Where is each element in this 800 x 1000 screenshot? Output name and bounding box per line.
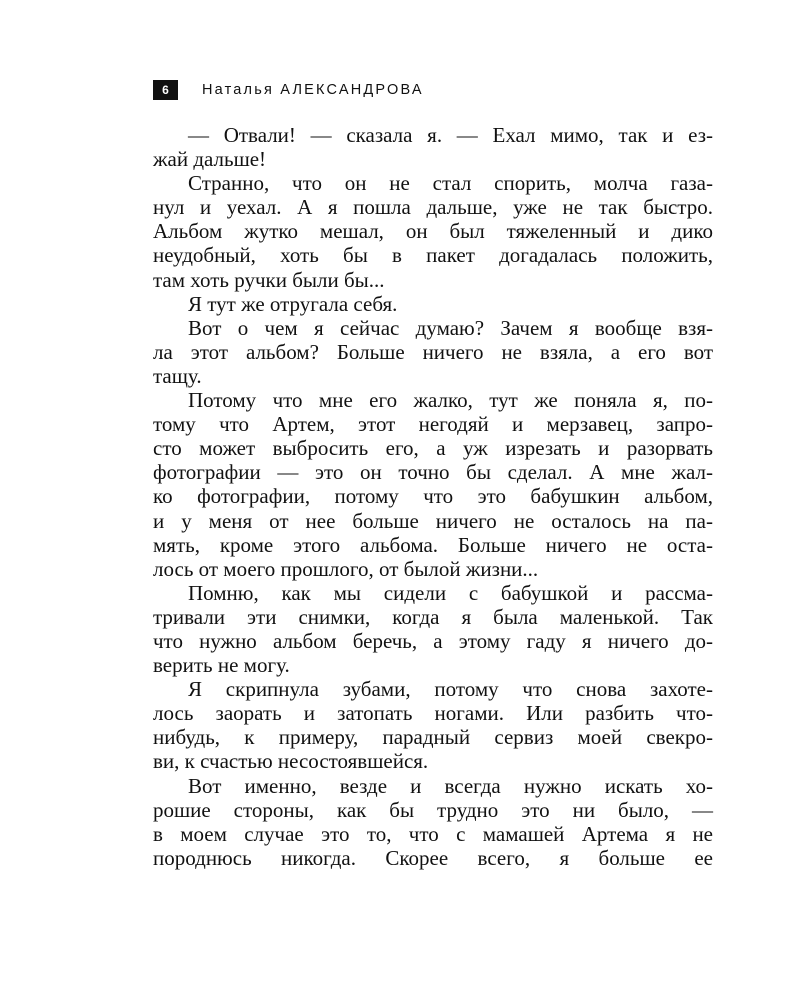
text-line: нул и уехал. А я пошла дальше, уже не так быстро. [153, 195, 713, 220]
text-line: тому что Артем, этот негодяй и мерзавец, запро- [153, 412, 713, 437]
text-line: Помню, как мы сидели с бабушкой и рассма- [188, 580, 713, 605]
text-line: Вот именно, везде и всегда нужно искать хо- [188, 773, 713, 798]
text-line: мять, кроме этого альбома. Больше ничего не оста- [153, 532, 713, 557]
text-line: рошие стороны, как бы трудно это ни было, — [153, 797, 713, 822]
text-line: Потому что мне его жалко, тут же поняла я, по- [188, 388, 713, 413]
text-line: и у меня от нее больше ничего не осталось на па- [153, 508, 713, 533]
page-number: 6 [153, 80, 178, 100]
text-line: там хоть ручки были бы... [153, 267, 385, 292]
text-line: сто может выбросить его, а уж изрезать и разорвать [153, 436, 713, 461]
text-line: жай дальше! [153, 147, 267, 172]
text-line: ко фотографии, потому что это бабушкин альбом, [153, 484, 713, 509]
text-line: фотографии — это он точно бы сделал. А мне жал- [153, 460, 713, 485]
text-line: тривали эти снимки, когда я была маленькой. Так [153, 604, 713, 629]
text-line: — Отвали! — сказала я. — Ехал мимо, так и ез- [188, 123, 713, 147]
text-line: нибудь, к примеру, парадный сервиз моей свекро- [153, 725, 713, 750]
text-line: ви, к счастью несостоявшейся. [153, 749, 429, 774]
text-line: породнюсь никогда. Скорее всего, я больше ее [153, 845, 713, 870]
text-line: лось от моего прошлого, от былой жизни... [153, 556, 539, 581]
text-line: в моем случае это то, что с мамашей Артема я не [153, 821, 713, 846]
text-line: Вот о чем я сейчас думаю? Зачем я вообще взя- [188, 315, 713, 340]
text-line: неудобный, хоть бы в пакет догадалась положить, [153, 243, 713, 268]
text-line: тащу. [153, 363, 202, 388]
text-line: Странно, что он не стал спорить, молча газа- [188, 171, 713, 196]
text-line: Я скрипнула зубами, потому что снова захоте- [188, 677, 713, 702]
text-line: Я тут же отругала себя. [188, 291, 398, 316]
body-text [153, 123, 713, 870]
text-line: Альбом жутко мешал, он был тяжеленный и дико [153, 219, 713, 244]
page-header [153, 80, 424, 100]
text-line: ла этот альбом? Больше ничего не взяла, а его вот [153, 339, 713, 364]
text-line: что нужно альбом беречь, а этому гаду я ничего до- [153, 628, 713, 653]
text-line: лось заорать и затопать ногами. Или разбить что- [153, 701, 713, 726]
running-head-author: Наталья АЛЕКСАНДРОВА [202, 82, 424, 98]
text-line: верить не могу. [153, 653, 290, 678]
